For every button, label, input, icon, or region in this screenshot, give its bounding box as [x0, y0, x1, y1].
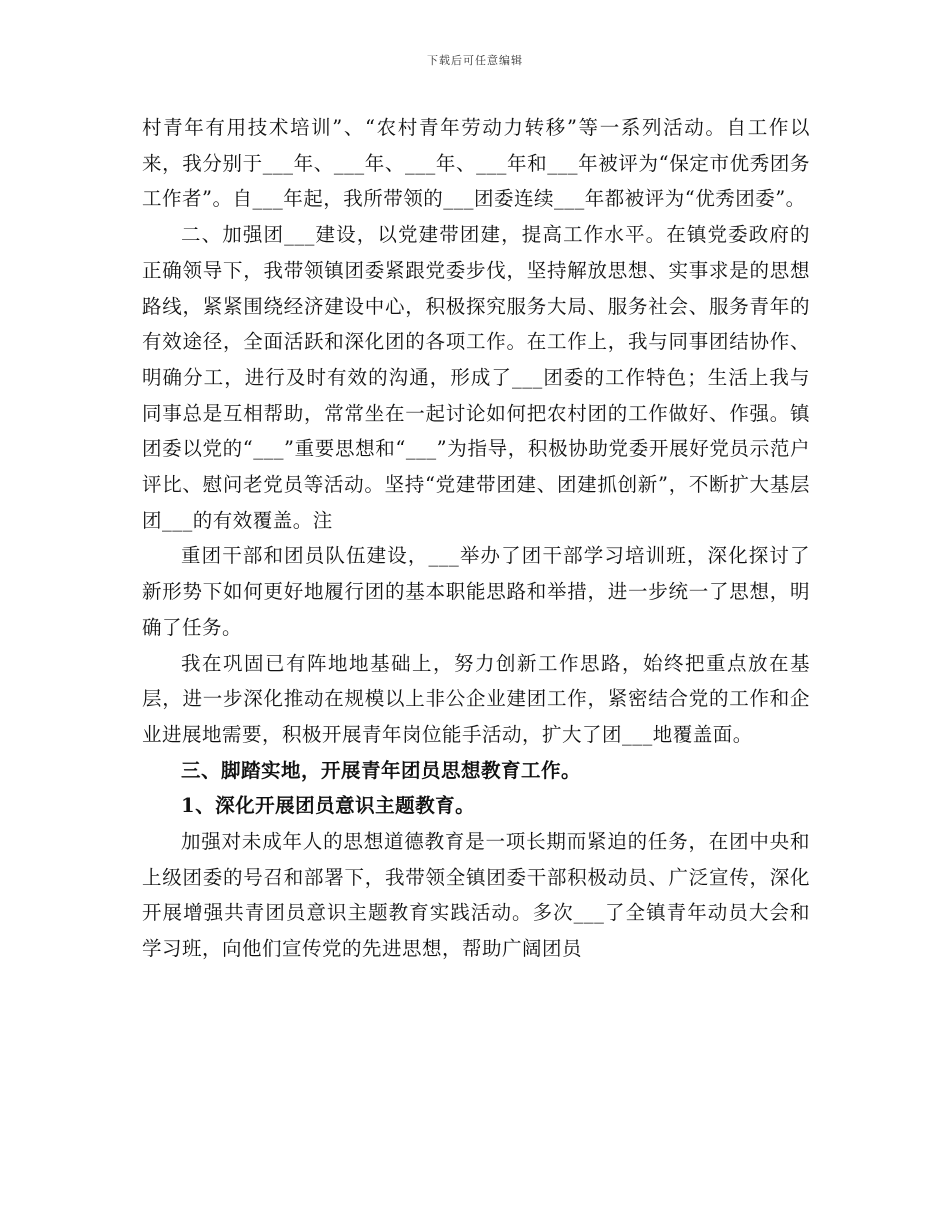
page-header: 下载后可任意编辑 [427, 54, 523, 67]
section-heading-3: 三、脚踏实地，开展青年团员思想教育工作。 [181, 758, 582, 782]
paragraph-5: 加强对未成年人的思想道德教育是一项长期而紧迫的任务，在团中央和上级团委的号召和部署下，我带领全镇团委干部积极动员、广泛宣传，深化开展增强共青团员意识主题教育实践活动。多次___了全镇青年动员大会和学习班，向他们宣传党的先进思想，帮助广阔团员 [142, 830, 810, 961]
paragraph-2: 二、加强团___建设，以党建带团建，提高工作水平。在镇党委政府的正确领导下，我带领镇团委紧跟党委步伐，坚持解放思想、实事求是的思想路线，紧紧围绕经济建设中心，积极探究服务大局、服务社会、服务青年的有效途径，全面活跃和深化团的各项工作。在工作上，我与同事团结协作、明确分工，进行及时有效的沟通，形成了___团委的工作特色；生活上我与同事总是互相帮助，常常坐在一起讨论如何把农村团的工作做好、作强。镇团委以党的“___”重要思想和“___”为指导，积极协助党委开展好党员示范户评比、慰问老党员等活动。坚持“党建带团建、团建抓创新”，不断扩大基层团___的有效覆盖。注 [142, 223, 810, 532]
document-body [142, 110, 810, 967]
paragraph-1: 村青年有用技术培训”、“农村青年劳动力转移”等一系列活动。自工作以来，我分别于___年、___年、___年、___年和___年被评为“保定市优秀团务工作者”。自___年起，我所带领的___团委连续___年都被评为“优秀团委”。 [142, 116, 810, 211]
subsection-heading-1: 1、深化开展团员意识主题教育。 [181, 794, 476, 818]
paragraph-3: 重团干部和团员队伍建设，___举办了团干部学习培训班，深化探讨了新形势下如何更好地履行团的基本职能思路和举措，进一步统一了思想，明确了任务。 [142, 544, 810, 639]
paragraph-4: 我在巩固已有阵地地基础上，努力创新工作思路，始终把重点放在基层，进一步深化推动在规模以上非公企业建团工作，紧密结合党的工作和企业进展地需要，积极开展青年岗位能手活动，扩大了团___地覆盖面。 [142, 651, 810, 746]
